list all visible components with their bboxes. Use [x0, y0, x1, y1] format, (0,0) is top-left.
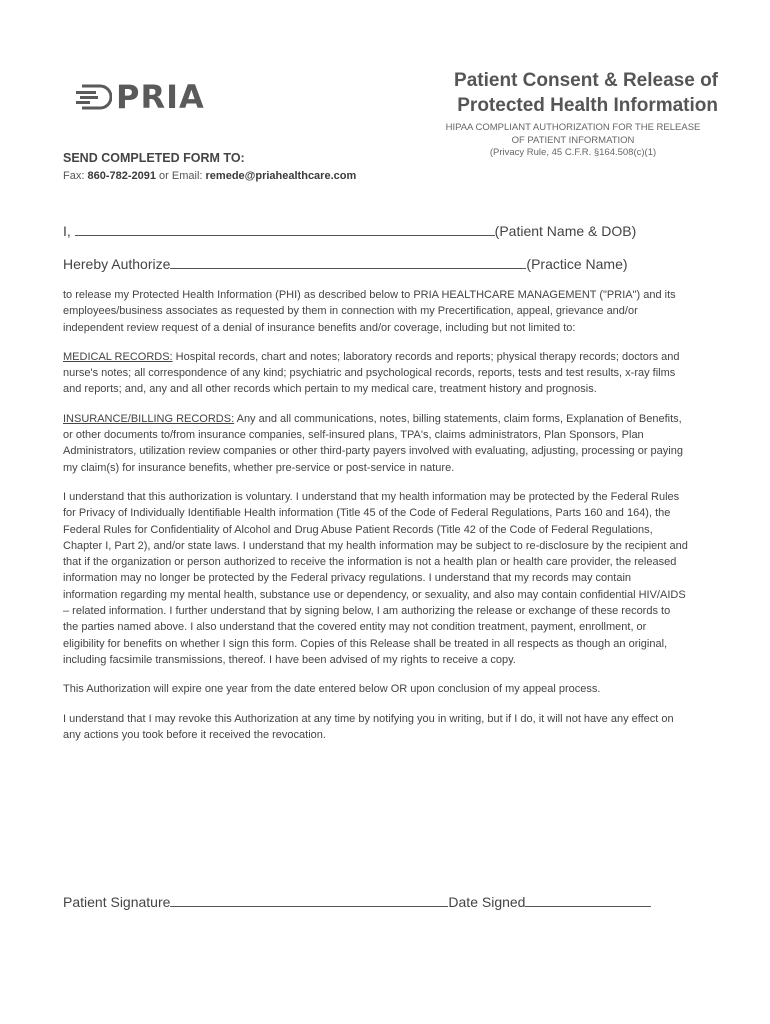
practice-name-label: (Practice Name) — [526, 256, 628, 272]
date-signed-field[interactable] — [525, 892, 651, 907]
patient-name-row — [63, 221, 636, 239]
insurance-records-heading: INSURANCE/BILLING RECORDS: — [63, 412, 235, 425]
pria-logo — [76, 80, 205, 114]
insurance-records-text: Any and all communications, notes, billing statements, claim forms, Explanation of Benefits, or other documents to/from insurance companies, self-insured plans, TPA's, claims administrators, Plan Sponsors, Plan Administrators, utilization review companies or other third-party payers involved with evaluating, adjusting, processing or paying my claim(s) for insurance benefits, whether pre-service or post-service in nature. — [63, 412, 683, 474]
intro-paragraph: to release my Protected Health Information (PHI) as described below to PRIA HEALTHCARE MANAGEMENT ("PRIA") and its employees/business associates as requested by them in connection with my Precertification, appeal, grievance and/or independent review request of a denial of insurance benefits and/or coverage, including but not limited to: — [63, 289, 676, 334]
medical-records-heading: MEDICAL RECORDS: — [63, 350, 173, 363]
medical-records-paragraph — [63, 349, 688, 398]
expiration-paragraph: This Authorization will expire one year from the date entered below OR upon conclusion of my appeal process. — [63, 683, 601, 696]
date-signed-label: Date Signed — [448, 894, 526, 910]
body-text — [63, 287, 688, 756]
form-title-line1: Patient Consent & Release of — [454, 70, 718, 91]
signature-field[interactable] — [170, 892, 448, 907]
patient-name-label: (Patient Name & DOB) — [494, 223, 637, 239]
form-title-block — [388, 68, 718, 160]
medical-records-text: Hospital records, chart and notes; laboratory records and reports; physical therapy records; doctors and nurse's notes; all correspondence of any kind; psychiatric and psychological records, reports, tests and test results, x-ray films and reports; and, any and all other records which pertain to my medical care, treatment history and prognosis. — [63, 350, 680, 396]
signature-row — [63, 892, 651, 910]
fax-number: 860-782-2091 — [87, 170, 156, 182]
send-heading: SEND COMPLETED FORM TO: — [63, 151, 245, 165]
authorize-prefix: Hereby Authorize — [63, 256, 171, 272]
signature-label: Patient Signature — [63, 894, 171, 910]
form-subtitle — [388, 122, 718, 160]
contact-info — [63, 170, 356, 182]
or-email-label: or Email: — [159, 170, 203, 182]
revocation-paragraph: I understand that I may revoke this Authorization at any time by notifying you in writing, but if I do, it will not have any effect on any actions you took before it received the revocation. — [63, 712, 674, 741]
subtitle-line2: OF PATIENT INFORMATION — [511, 134, 635, 146]
voluntary-paragraph: I understand that this authorization is voluntary. I understand that my health information may be protected by the Federal Rules for Privacy of Individually Identifiable Health information (Title 45 of the Code of Federal Regulations, Parts 160 and 164), the Federal Rules for Confidentiality of Alcohol and Drug Abuse Patient Records (Title 42 of the Code of Federal Regulations, Chapter I, Part 2), and/or state laws. I understand that my health information may be subject to re-disclosure by the recipient and that if the organization or person authorized to receive the information is not a health plan or health care provider, the released information may no longer be protected by the Federal privacy regulations. I understand that my records may contain information regarding my mental health, substance use or dependency, or sexuality, and also may contain confidential HIV/AIDS – related information. I further understand that by signing below, I am authorizing the release or exchange of these records to the parties named above. I also understand that the covered entity may not condition treatment, payment, enrollment, or eligibility for benefits on whether I sign this form. Copies of this Release shall be treated in all respects as though an original, including facsimile transmissions, thereof. I have been advised of my rights to receive a copy. — [63, 490, 688, 666]
practice-name-field[interactable] — [170, 254, 526, 269]
pria-logo-mark-icon — [76, 82, 112, 112]
subtitle-line3: (Privacy Rule, 45 C.F.R. §164.508(c)(1) — [489, 147, 657, 158]
form-title-line2: Protected Health Information — [457, 95, 718, 116]
patient-prefix: I, — [63, 223, 71, 239]
insurance-records-paragraph — [63, 411, 688, 476]
email-address[interactable]: remede@priahealthcare.com — [205, 170, 357, 182]
patient-name-field[interactable] — [75, 221, 495, 236]
subtitle-line1: HIPAA COMPLIANT AUTHORIZATION FOR THE RELEASE — [445, 122, 701, 133]
logo-wordmark: PRIA — [116, 78, 205, 116]
practice-name-row — [63, 254, 628, 272]
fax-label: Fax: — [63, 170, 85, 182]
